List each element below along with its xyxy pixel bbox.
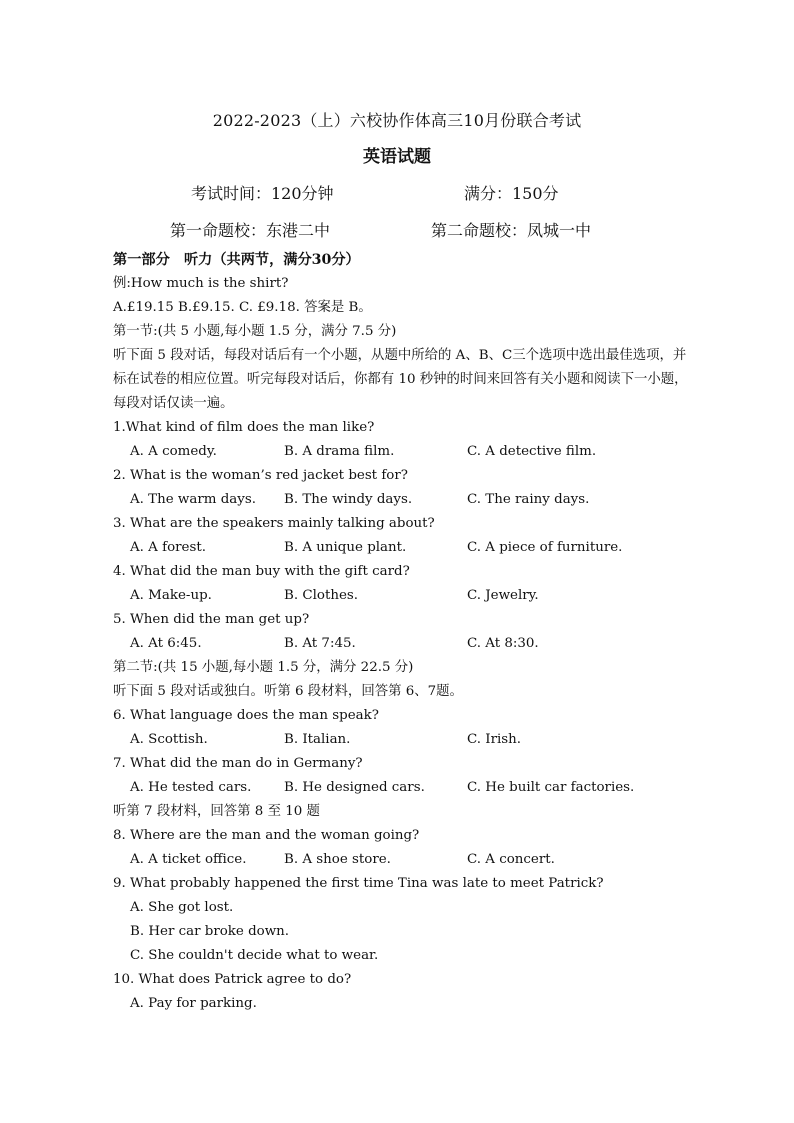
option-c: C. She couldn't decide what to wear. [130,948,379,963]
question-5: 5. When did the man get up? [113,612,310,627]
options-5 [113,632,688,656]
question-4: 4. What did the man buy with the gift card? [113,564,410,579]
option-c: C. The rainy days. [467,492,590,507]
option-b: B. He designed cars. [284,780,425,795]
options-1 [113,440,688,464]
options-4 [113,584,688,608]
option-b: B. A unique plant. [284,540,407,555]
option-b: B. Clothes. [284,588,359,603]
option-a: A. A comedy. [130,444,217,459]
option-b: B. A shoe store. [284,852,391,867]
section2-heading: 第二节:(共 15 小题,每小题 1.5 分，满分 22.5 分) [113,660,414,675]
section1-instructions: 听下面 5 段对话，每段对话后有一个小题，从题中所给的 A、B、C三个选项中选出最佳选项，并标在试卷的相应位置。听完每段对话后，你都有 10 秒钟的时间来回答有关小题和阅读下一小题，每段对话仅读一遍。 [113,348,688,411]
option-a: A. A forest. [130,540,206,555]
section2-instructions: 听下面 5 段对话或独白。听第 6 段材料，回答第 6、7题。 [113,684,463,699]
option-b: B. The windy days. [284,492,413,507]
example-question: 例:How much is the shirt? [113,276,289,291]
school-two: 第二命题校：凤城一中 [431,221,592,240]
option-b: B. Her car broke down. [130,924,290,939]
option-c: C. A piece of furniture. [467,540,623,555]
options-8 [113,848,688,872]
option-a: A. A ticket office. [130,852,247,867]
exam-subtitle: 英语试题 [363,147,431,167]
question-10: 10. What does Patrick agree to do? [113,972,352,987]
exam-time: 考试时间：120分钟 [191,184,334,203]
options-6 [113,728,688,752]
option-b: B. Italian. [284,732,351,747]
full-score: 满分：150分 [464,184,559,203]
question-2: 2. What is the woman’s red jacket best for? [113,468,408,483]
options-7 [113,776,688,800]
exam-title: 2022-2023（上）六校协作体高三10月份联合考试 [212,111,582,130]
option-a: A. Make-up. [130,588,212,603]
question-3: 3. What are the speakers mainly talking about? [113,516,435,531]
option-a: A. The warm days. [130,492,256,507]
options-3 [113,536,688,560]
option-c: C. He built car factories. [467,780,635,795]
question-8: 8. Where are the man and the woman going? [113,828,420,843]
option-b: B. A drama film. [284,444,395,459]
question-1: 1.What kind of film does the man like? [113,420,375,435]
material7-note: 听第 7 段材料，回答第 8 至 10 题 [113,804,320,819]
option-c: C. At 8:30. [467,636,539,651]
option-a: A. He tested cars. [130,780,252,795]
options-2 [113,488,688,512]
section1-heading: 第一节:(共 5 小题,每小题 1.5 分，满分 7.5 分) [113,324,397,339]
exam-content [113,248,688,1016]
option-b: B. At 7:45. [284,636,356,651]
option-a: A. Pay for parking. [130,996,257,1011]
question-6: 6. What language does the man speak? [113,708,379,723]
option-c: C. Jewelry. [467,588,539,603]
question-9: 9. What probably happened the first time Tina was late to meet Patrick? [113,876,604,891]
option-a: A. She got lost. [130,900,234,915]
part1-heading: 第一部分 听力（共两节，满分30分） [113,252,360,268]
option-c: C. Irish. [467,732,522,747]
option-a: A. At 6:45. [130,636,202,651]
question-7: 7. What did the man do in Germany? [113,756,363,771]
option-c: C. A concert. [467,852,555,867]
option-c: C. A detective film. [467,444,597,459]
example-options: A.£19.15 B.£9.15. C. £9.18. 答案是 B。 [113,300,372,315]
option-a: A. Scottish. [130,732,208,747]
school-one: 第一命题校：东港二中 [170,221,331,240]
